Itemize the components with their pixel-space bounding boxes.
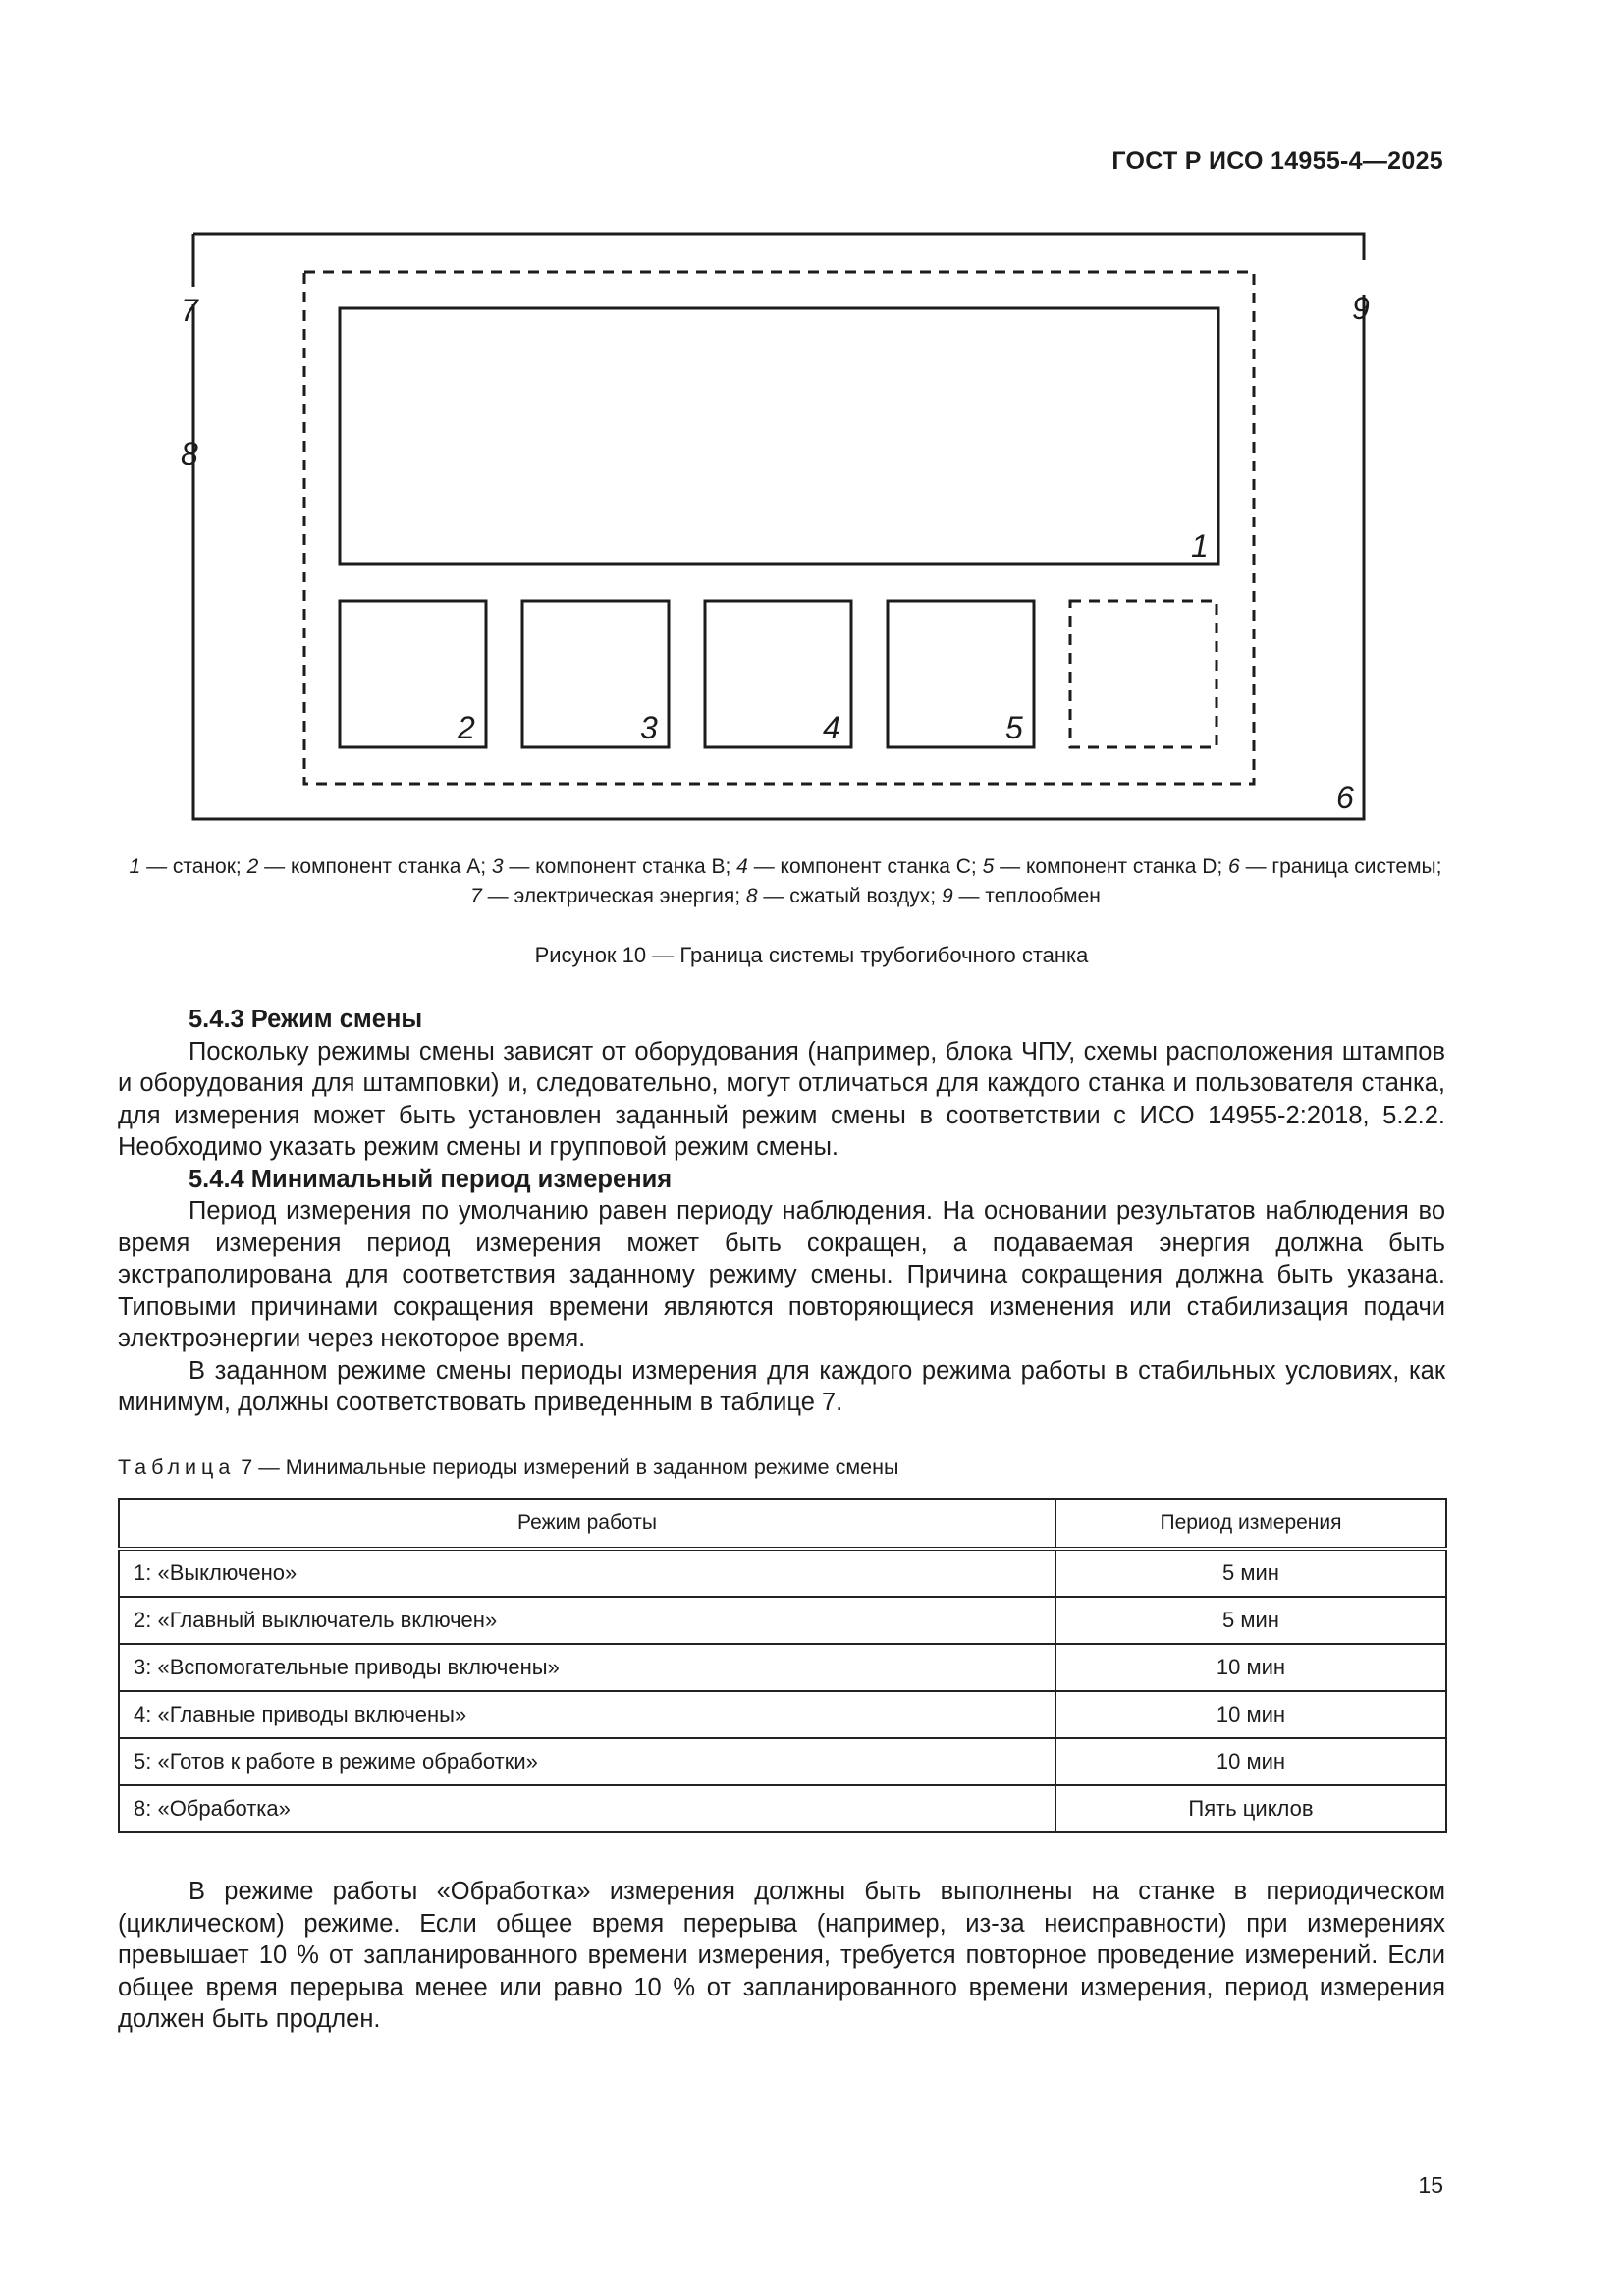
document-code: ГОСТ Р ИСО 14955-4—2025 xyxy=(1111,147,1443,175)
cell-period: 10 мин xyxy=(1055,1738,1446,1785)
cell-mode: 3: «Вспомогательные приводы включены» xyxy=(119,1644,1055,1691)
table-7 xyxy=(118,1498,1447,1833)
paragraph: В заданном режиме смены периоды измерения для каждого режима работы в стабильных условиях, как минимум, должны соответствовать приведенным в таблице 7. xyxy=(118,1356,1445,1416)
figure-title: Рисунок 10 — Граница системы трубогибочного станка xyxy=(534,943,1089,967)
label-1: 1 xyxy=(1191,528,1209,564)
cell-period: 5 мин xyxy=(1055,1549,1446,1597)
label-5: 5 xyxy=(1005,710,1023,745)
cell-mode: 2: «Главный выключатель включен» xyxy=(119,1597,1055,1644)
cell-mode: 8: «Обработка» xyxy=(119,1785,1055,1832)
cell-mode: 1: «Выключено» xyxy=(119,1549,1055,1597)
system-boundary-figure xyxy=(0,0,1623,864)
label-7: 7 xyxy=(181,293,198,328)
cell-mode: 5: «Готов к работе в режиме обработки» xyxy=(119,1738,1055,1785)
label-6: 6 xyxy=(1336,780,1354,815)
legend-number: 3 xyxy=(491,855,504,878)
table-row xyxy=(119,1644,1446,1691)
table-row xyxy=(119,1691,1446,1738)
figure-legend xyxy=(128,852,1443,911)
cell-period: 5 мин xyxy=(1055,1597,1446,1644)
legend-number: 9 xyxy=(941,885,953,907)
cell-period: 10 мин xyxy=(1055,1644,1446,1691)
legend-number: 7 xyxy=(470,885,482,907)
label-2: 2 xyxy=(458,710,475,745)
label-9: 9 xyxy=(1352,291,1370,326)
section-heading: 5.4.4 Минимальный период измерения xyxy=(189,1165,673,1193)
table-word: Таблица xyxy=(118,1455,236,1479)
legend-text: — станок; xyxy=(140,855,247,878)
table-row xyxy=(119,1785,1446,1832)
legend-number: 6 xyxy=(1228,855,1240,878)
legend-text: — компонент станка C; xyxy=(747,855,983,878)
legend-text: — сжатый воздух; xyxy=(757,885,942,907)
table-row xyxy=(119,1549,1446,1597)
column-header-mode: Режим работы xyxy=(119,1499,1055,1549)
legend-number: 8 xyxy=(745,885,758,907)
table-title xyxy=(118,1455,898,1480)
legend-number: 4 xyxy=(736,855,748,878)
table-row xyxy=(119,1738,1446,1785)
legend-text: — компонент станка A; xyxy=(258,855,492,878)
machine-tool-box xyxy=(340,308,1218,564)
legend-number: 1 xyxy=(129,855,141,878)
section-5-4-3 xyxy=(118,1004,1445,1419)
legend-number: 2 xyxy=(246,855,259,878)
label-3: 3 xyxy=(640,710,658,745)
system-boundary-line xyxy=(193,295,1364,819)
section-heading: 5.4.3 Режим смены xyxy=(189,1006,423,1033)
legend-text: — компонент станка B; xyxy=(503,855,737,878)
legend-text: — электрическая энергия; xyxy=(481,885,746,907)
dashed-boundary xyxy=(304,272,1254,784)
system-boundary-top xyxy=(193,234,1364,260)
table-header-row xyxy=(119,1499,1446,1549)
legend-text: — компонент станка D; xyxy=(994,855,1229,878)
legend-text: — граница системы; xyxy=(1239,855,1442,878)
paragraph: Период измерения по умолчанию равен периоду наблюдения. На основании результатов наблюдения во время измерения период измерения может быть сокращен, а подаваемая энергия должна быть экстраполирована для соответствия заданному режиму смены. Причина сокращения должна быть указана. Типовыми причинами сокращения времени являются повторяющиеся изменения или стабилизация подачи электроэнергии через некоторое время. xyxy=(118,1197,1445,1352)
cell-mode: 4: «Главные приводы включены» xyxy=(119,1691,1055,1738)
label-4: 4 xyxy=(823,710,840,745)
paragraph: Поскольку режимы смены зависят от оборудования (например, блока ЧПУ, схемы расположения штампов и оборудования для штамповки) и, следовательно, могут отличаться для каждого станка и пользователя станка, для измерения может быть установлен заданный режим смены в соответствии с ИСО 14955-2:2018, 5.2.2. Необходимо указать режим смены и групповой режим смены. xyxy=(118,1037,1445,1161)
cell-period: Пять циклов xyxy=(1055,1785,1446,1832)
legend-number: 5 xyxy=(982,855,995,878)
table-row xyxy=(119,1597,1446,1644)
page-number: 15 xyxy=(1418,2172,1443,2198)
label-8: 8 xyxy=(181,436,198,471)
optional-component-box xyxy=(1070,601,1217,747)
paragraph: В режиме работы «Обработка» измерения должны быть выполнены на станке в периодическом (циклическом) режиме. Если общее время перерыва (например, из-за неисправности) при измерениях превышает 10 % от запланированного времени измерения, требуется повторное проведение измерений. Если общее время перерыва менее или равно 10 % от запланированного времени измерения, период измерения должен быть продлен. xyxy=(118,1878,1445,2033)
closing-text xyxy=(118,1876,1445,2036)
column-header-period: Период измерения xyxy=(1055,1499,1446,1549)
table-title-text: 7 — Минимальные периоды измерений в заданном режиме смены xyxy=(235,1455,899,1479)
cell-period: 10 мин xyxy=(1055,1691,1446,1738)
legend-text: — теплообмен xyxy=(952,885,1101,907)
